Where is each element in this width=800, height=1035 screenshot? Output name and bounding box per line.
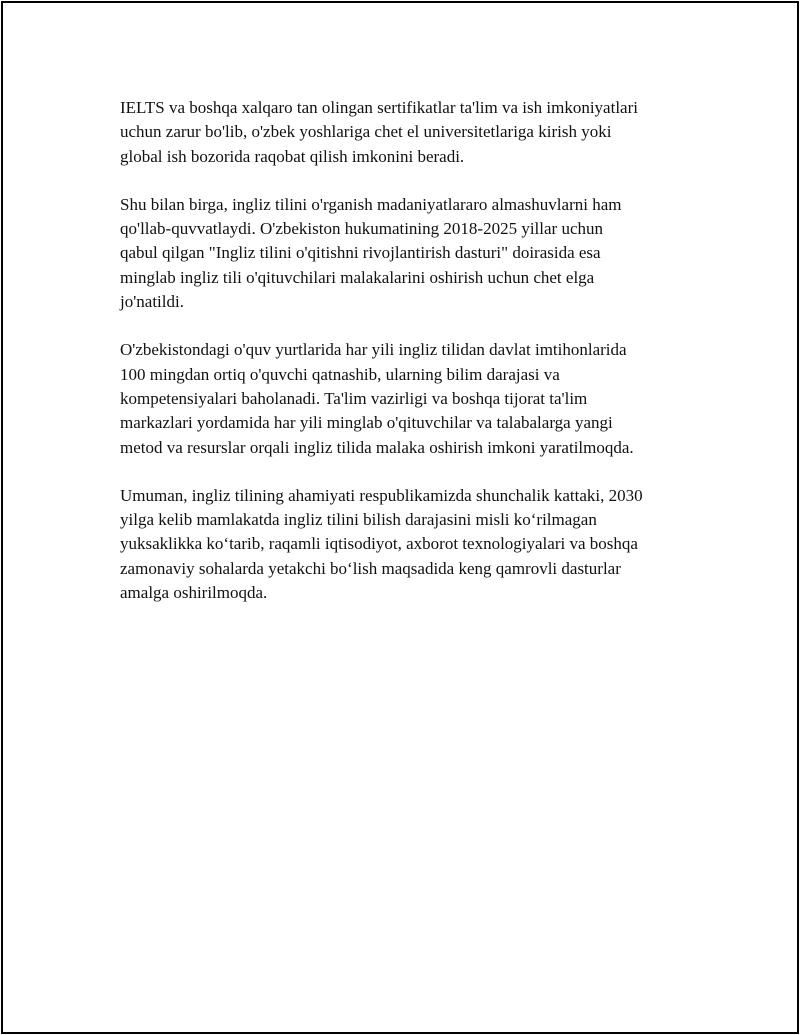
document-page bbox=[1, 1, 799, 1034]
paragraph-2: Shu bilan birga, ingliz tilini o'rganish madaniyatlararo almashuvlarni ham qo'llab-quvvatlaydi. O'zbekiston hukumatining 2018-2025 yillar uchun qabul qilgan "Ingliz tilini o'qitishni rivojlantirish dasturi" doirasida esa minglab ingliz tili o'qituvchilari malakalarini oshirish uchun chet elga jo'natildi. bbox=[120, 194, 622, 312]
paragraph-4: Umuman, ingliz tilining ahamiyati respublikamizda shunchalik kattaki, 2030 yilga kelib mamlakatda ingliz tilini bilish darajasini misli koʻrilmagan yuksaklikka koʻtarib, raqamli iqtisodiyot, axborot texnologiyalari va boshqa zamonaviy sohalarda yetakchi boʻlish maqsadida keng qamrovli dasturlar amalga oshirilmoqda. bbox=[120, 485, 643, 603]
document-body bbox=[120, 96, 710, 629]
paragraph-3: O'zbekistondagi o'quv yurtlarida har yili ingliz tilidan davlat imtihonlarida 100 mingdan ortiq o'quvchi qatnashib, ularning bilim darajasi va kompetensiyalari baholanadi. Ta'lim vazirligi va boshqa tijorat ta'lim markazlari yordamida har yili minglab o'qituvchilar va talabalarga yangi metod va resurslar orqali ingliz tilida malaka oshirish imkoni yaratilmoqda. bbox=[120, 340, 634, 457]
paragraph-1: IELTS va boshqa xalqaro tan olingan sertifikatlar ta'lim va ish imkoniyatlari uchun zarur bo'lib, o'zbek yoshlariga chet el universitetlariga kirish yoki global ish bozorida raqobat qilish imkonini beradi. bbox=[120, 98, 638, 166]
